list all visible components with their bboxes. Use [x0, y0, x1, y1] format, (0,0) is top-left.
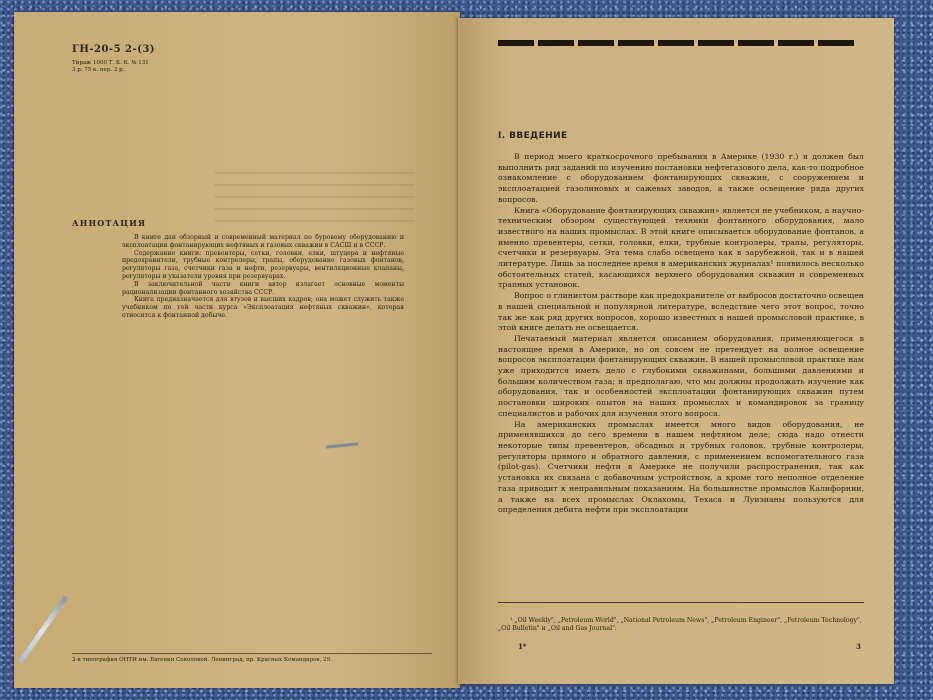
- annotation-body: [122, 234, 404, 320]
- body-paragraph: В период моего краткосрочного пребывания в Америке (1930 г.) я должен был выполнить ряд заданий по изучению постановки нефтегазового дела, как-то подробное ознакомление с оборудованием фонтанирующих скважин, с сооружением и эксплоатацией газолиновых и сажевых заводов, а также освещение ряда других вопросов.: [498, 152, 864, 204]
- body-paragraph: Книга «Оборудование фонтанирующих скважин» является не учебником, а научно-техническим обзором существующей техники фонтанного оборудования, мало известного на наших промыслах. В этой книге описывается оборудование фонтанов, а именно превентеры, сетки, головки, елки, трубные контролеры, трапы, регуляторы, счетчики и резервуары. Эта тема слабо освещена как в зарубежной, так и в нашей литературе. Лишь за последнее время в американских журналах¹ появилось несколько обстоятельных статей, касающихся верхнего оборудования скважин и современных трапных установок.: [498, 205, 864, 290]
- page-number: 3: [856, 642, 861, 651]
- printer-imprint: 2-я типография ОНТИ им. Евгении Соколовой. Ленинград, пр. Красных Командиров, 29.: [72, 653, 432, 663]
- header-ornament: [498, 40, 858, 46]
- section-title: I. ВВЕДЕНИЕ: [498, 131, 568, 141]
- footnote-text: ¹ „Oil Weekly", „Petroleum World", „National Petroleum News", „Petroleum Engineer", „Petroleum Technology", „Oil Bulletin" и „Oil and Gas Journal".: [498, 617, 862, 632]
- body-paragraph: Печатаемый материал является описанием оборудования, применяющегося в настоящее время в Америке, но он совсем не претендует на полное освещение вопросов эксплоатации фонтанирующих скважин. В нашей промысловой практике нам уже приходится иметь дело с глубокими скважинами, большими давлениями и большим количеством газа; я предполагаю, что мы должны продолжать изучение как оборудования, так и особенностей эксплоатации фонтанирующих скважин путем постановки широких опытов на наших промыслах и командировок за границу специалистов и рабочих для изучения этого вопроса.: [498, 333, 864, 418]
- catalog-code: ГН-20-5 2-(3): [72, 44, 156, 55]
- right-page: [458, 18, 894, 684]
- left-page: [14, 12, 460, 688]
- annotation-paragraph: В книге дан обзорный и современный материал по буровому оборудованию и эксплоатации фонтанирующих нефтяных и газовых скважин в САСШ и в СССР.: [122, 234, 404, 249]
- print-meta-line: Тираж 1000 Т. К. К. № 131: [72, 60, 149, 66]
- body-text: [498, 152, 864, 516]
- signature-mark: 1*: [518, 642, 527, 651]
- print-meta: [72, 60, 149, 74]
- ink-mark: [326, 442, 358, 448]
- footnote: [498, 602, 864, 633]
- body-paragraph: Вопрос о глинистом растворе как предохранителе от выбросов достаточно освещен в нашей специальной и популярной литературе, вследствие чего этот вопрос, точно так же как ряд других вопросов, хорошо известных в нашей промысловой практике, в этой книге делать не освещается.: [498, 291, 864, 333]
- bleed-through: [214, 162, 414, 222]
- body-paragraph: На американских промыслах имеется много видов оборудования, не применявшихся до сего времени в нашем нефтяном деле; сюда надо отнести некоторые типы превентеров, обсадных и трубных головок, трубные контролеры, регуляторы прямого и обратного давления, с применением вспомогательного газа (pilot-gas). Счетчики нефти в Америке не получили распространения, так как установка их связана с добавочным устройством, а кроме того неполное отделение газа приводит к неправильным показаниям. На большинстве промыслов Калифорнии, а также на всех промыслах Оклахомы, Техаса и Луизианы пользуются для определения дебита нефти при эксплоатации: [498, 419, 864, 515]
- annotation-paragraph: Книга предназначается для втузов и высших кадров; она может служить также учебником по той части курса «Эксплоатация нефтяных скважин», которая относится к фонтанной добыче.: [122, 296, 404, 319]
- annotation-paragraph: Содержание книги: превентеры, сетки, головки, елки, штуцера и нефтяные предохранители, трубные контролеры, трапы, оборудование газовых фонтанов, регуляторы газа, счетчики газа и нефти, резервуары, вентиляционные клапаны, регуляторы и указатели уровня при резервуарах.: [122, 249, 404, 280]
- annotation-title: АННОТАЦИЯ: [72, 218, 147, 228]
- print-meta-line: 3 р. 75 к. пер. 2 р.: [72, 67, 125, 73]
- annotation-paragraph: В заключительной части книги автор излагает основные моменты рационализации фонтанного хозяйства СССР.: [122, 280, 404, 296]
